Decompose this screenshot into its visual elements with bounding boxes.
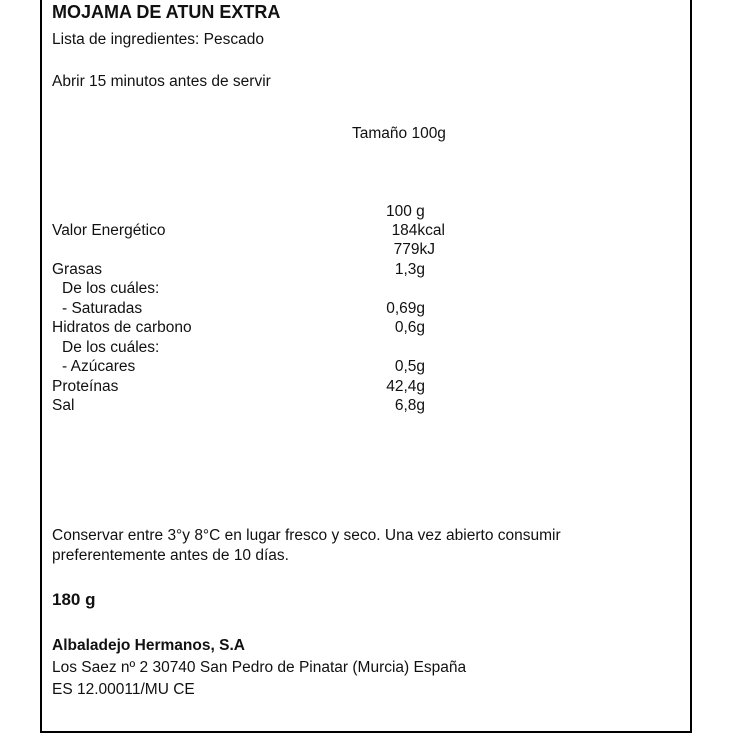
serving-size-header: Tamaño 100g <box>352 125 446 142</box>
storage-text: preferentemente antes de 10 días. <box>52 547 289 564</box>
nutrient-sublabel: De los cuáles: <box>62 339 160 356</box>
nutrient-label: Valor Energético <box>52 222 166 239</box>
nutrient-label: - Saturadas <box>62 300 143 317</box>
nutrient-label: Sal <box>52 397 75 414</box>
nutrient-value: 0,69g <box>386 300 425 317</box>
registry-number: ES 12.00011/MU CE <box>52 681 195 698</box>
net-weight: 180 g <box>52 590 96 609</box>
storage-text: Conservar entre 3°y 8°C en lugar fresco y seco. Una vez abierto consumir <box>52 527 561 544</box>
nutrient-value: 0,5g <box>394 358 425 375</box>
nutrient-label: Grasas <box>52 261 102 278</box>
instructions-text: Abrir 15 minutos antes de servir <box>52 73 271 90</box>
label-frame <box>40 0 692 733</box>
product-title: MOJAMA DE ATUN EXTRA <box>52 2 281 22</box>
ingredients-text: Lista de ingredientes: Pescado <box>52 31 264 48</box>
nutrient-value: 779kJ <box>393 241 435 258</box>
nutrient-value: 0,6g <box>394 319 425 336</box>
nutrition-column-header: 100 g <box>386 203 425 220</box>
nutrient-value: 42,4g <box>386 378 425 395</box>
company-name: Albaladejo Hermanos, S.A <box>52 637 245 654</box>
nutrient-sublabel: De los cuáles: <box>62 280 160 297</box>
company-address: Los Saez nº 2 30740 San Pedro de Pinatar (Murcia) España <box>52 659 467 676</box>
nutrient-label: Hidratos de carbono <box>52 319 192 336</box>
nutrient-value: 1,3g <box>394 261 425 278</box>
nutrient-value: 6,8g <box>394 397 425 414</box>
nutrient-label: - Azúcares <box>62 358 136 375</box>
nutrient-label: Proteínas <box>52 378 119 395</box>
nutrient-value: 184kcal <box>391 222 445 239</box>
